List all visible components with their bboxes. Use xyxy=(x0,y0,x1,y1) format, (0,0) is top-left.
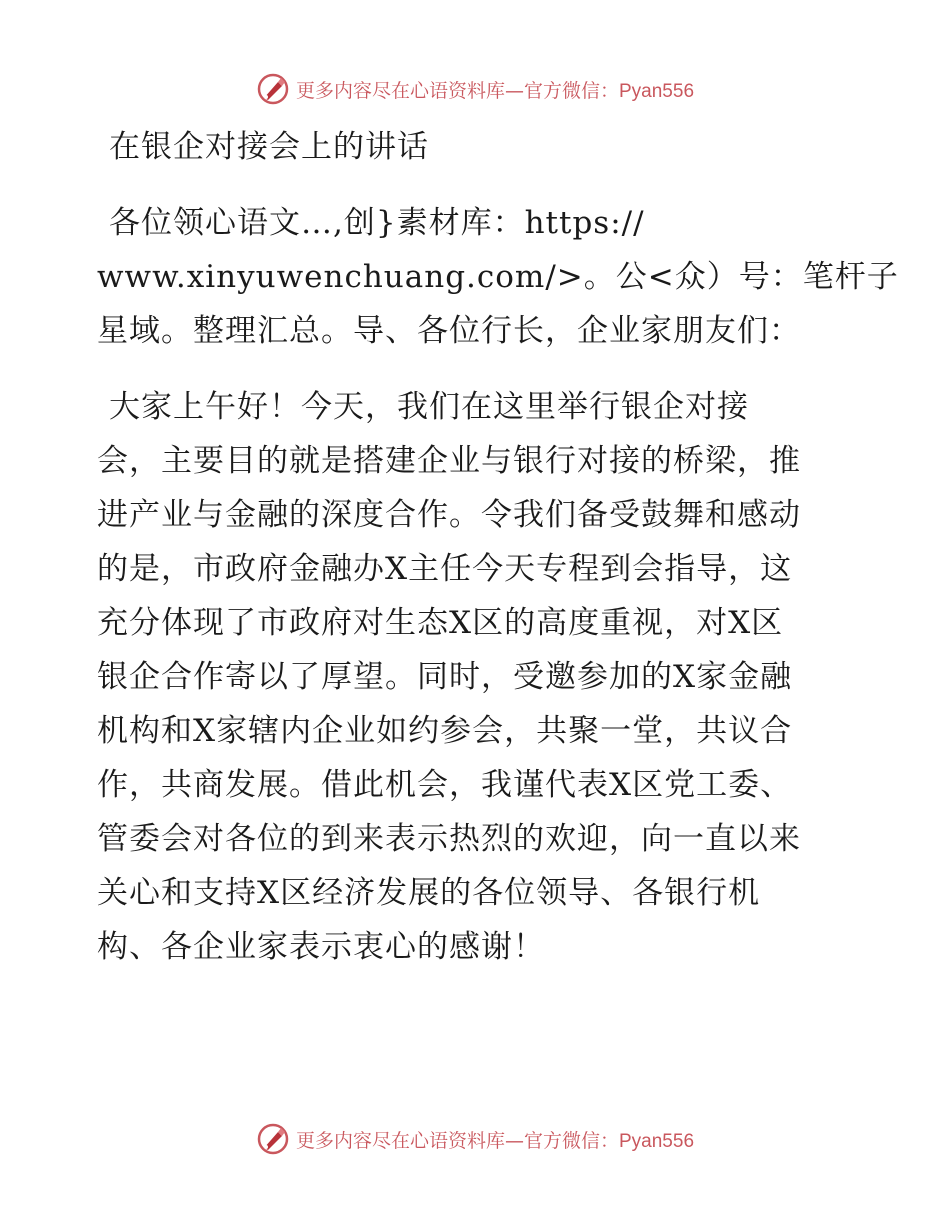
text-line: 星域。整理汇总。导、各位行长，企业家朋友们： xyxy=(97,313,801,349)
text-line: 作，共商发展。借此机会，我谨代表X区党工委、 xyxy=(97,767,793,803)
pen-logo-icon xyxy=(256,72,290,106)
watermark-text: 更多内容尽在心语资料库—官方微信：Pyan556 xyxy=(295,1129,695,1152)
paragraph-greeting xyxy=(97,380,867,974)
text-line: 构、各企业家表示衷心的感谢！ xyxy=(97,929,545,965)
text-line: 的是，市政府金融办X主任今天专程到会指导，这 xyxy=(97,551,793,587)
text-line: 充分体现了市政府对生态X区的高度重视，对X区 xyxy=(97,605,784,641)
text-line: www.xinyuwenchuang.com/>。公<众）号：笔杆子 xyxy=(97,259,899,295)
document-body xyxy=(97,120,899,996)
text-line: 进产业与金融的深度合作。令我们备受鼓舞和感动 xyxy=(97,497,801,533)
text-line: 各位领心语文…,创}素材库：https:// xyxy=(109,205,645,241)
text-line: 管委会对各位的到来表示热烈的欢迎，向一直以来 xyxy=(97,821,801,857)
text-line: 大家上午好！今天，我们在这里举行银企对接 xyxy=(109,389,749,425)
text-line: 银企合作寄以了厚望。同时，受邀参加的X家金融 xyxy=(97,659,793,695)
watermark-text: 更多内容尽在心语资料库—官方微信：Pyan556 xyxy=(295,79,695,102)
pen-logo-icon xyxy=(256,1122,290,1156)
text-line: 会，主要目的就是搭建企业与银行对接的桥梁，推 xyxy=(97,443,801,479)
text-line: 关心和支持X区经济发展的各位领导、各银行机 xyxy=(97,875,761,911)
text-line: 机构和X家辖内企业如约参会，共聚一堂，共议合 xyxy=(97,713,793,749)
footer-watermark xyxy=(0,1122,950,1156)
header-watermark xyxy=(0,72,950,106)
paragraph-salutation xyxy=(97,196,899,358)
document-title: 在银企对接会上的讲话 xyxy=(109,129,429,165)
